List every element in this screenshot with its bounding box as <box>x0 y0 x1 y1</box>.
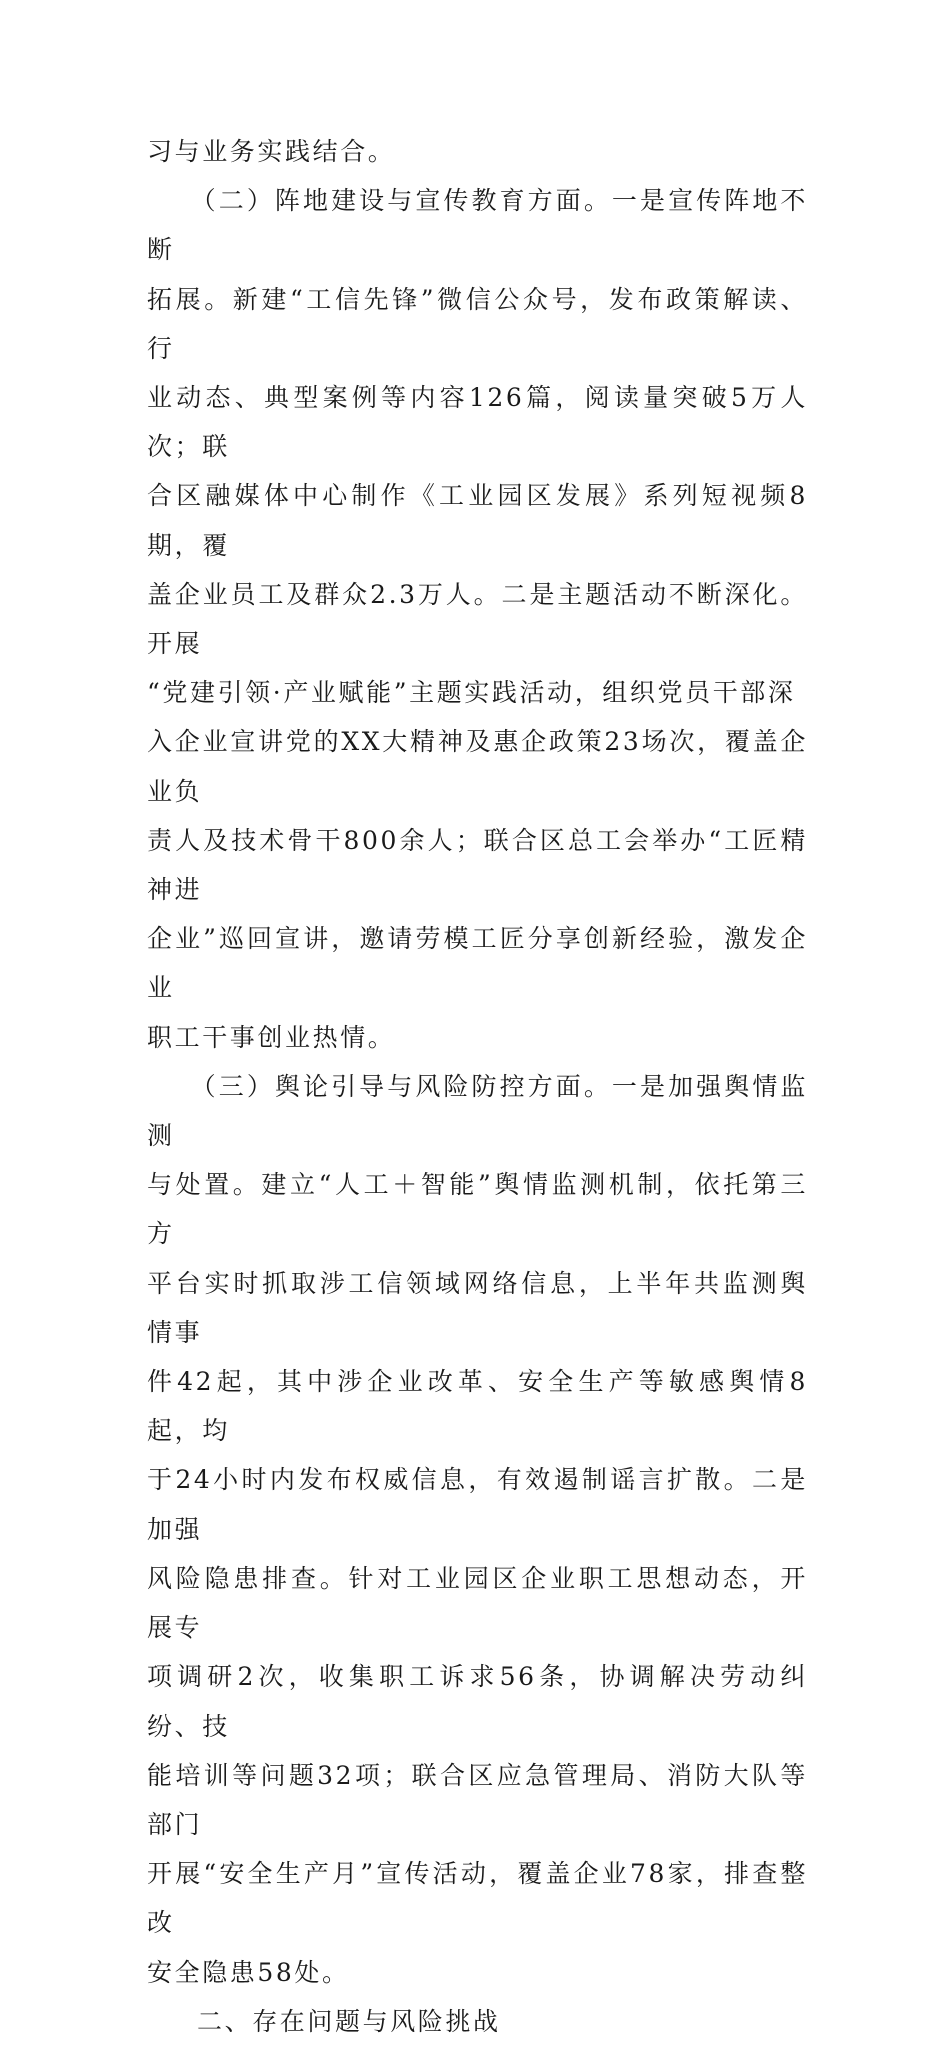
text-line: 业动态、典型案例等内容126篇，阅读量突破5万人次；联 <box>147 383 808 462</box>
text-line: 入企业宣讲党的XX大精神及惠企政策23场次，覆盖企业负 <box>147 727 808 806</box>
text-line: 盖企业员工及群众2.3万人。二是主题活动不断深化。开展 <box>147 579 808 659</box>
text-line: 合区融媒体中心制作《工业园区发展》系列短视频8期，覆 <box>147 481 808 560</box>
text-line: 能培训等问题32项；联合区应急管理局、消防大队等部门 <box>147 1760 808 1839</box>
text-line: 安全隐患58处。 <box>147 1957 350 1987</box>
paragraph-intro-tail <box>147 127 808 176</box>
text-line: 职工干事创业热情。 <box>147 1022 396 1052</box>
text-line: 责人及技术骨干800余人；联合区总工会举办“工匠精神进 <box>147 825 808 905</box>
text-line: （三）舆论引导与风险防控方面。一是加强舆情监测 <box>147 1071 808 1151</box>
text-line: 项调研2次，收集职工诉求56条，协调解决劳动纠纷、技 <box>147 1662 808 1741</box>
text-line: 件42起，其中涉企业改革、安全生产等敏感舆情8起，均 <box>147 1367 808 1446</box>
text-line: （二）阵地建设与宣传教育方面。一是宣传阵地不断 <box>147 186 808 265</box>
text-line: 平台实时抓取涉工信领域网络信息，上半年共监测舆情事 <box>147 1268 808 1347</box>
text-line: “党建引领·产业赋能”主题实践活动，组织党员干部深 <box>147 678 796 708</box>
paragraph-position-building <box>147 176 808 1062</box>
text-line: 于24小时内发布权威信息，有效遏制谣言扩散。二是加强 <box>147 1465 808 1544</box>
text-line: 与处置。建立“人工＋智能”舆情监测机制，依托第三方 <box>147 1170 808 1249</box>
text-line: 拓展。新建“工信先锋”微信公众号，发布政策解读、行 <box>147 284 808 363</box>
section-heading: 二、存在问题与风险挑战 <box>197 2006 501 2036</box>
text-line: 风险隐患排查。针对工业园区企业职工思想动态，开展专 <box>147 1563 808 1643</box>
text-line: 开展“安全生产月”宣传活动，覆盖企业78家，排查整改 <box>147 1859 808 1938</box>
document-body <box>147 127 808 2046</box>
text-line: 习与业务实践结合。 <box>147 137 396 166</box>
paragraph-public-opinion <box>147 1062 808 1997</box>
text-line: 企业”巡回宣讲，邀请劳模工匠分享创新经验，激发企业 <box>147 924 808 1003</box>
